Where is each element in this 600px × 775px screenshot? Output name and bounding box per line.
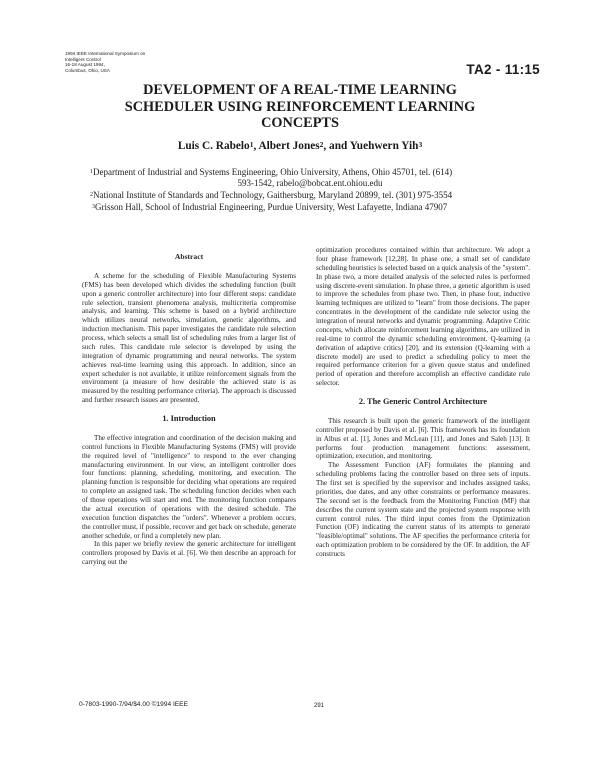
session-code: TA2 - 11:15 — [466, 62, 540, 77]
author-separator: , — [253, 140, 259, 152]
title-line: CONCEPTS — [261, 115, 339, 131]
title-line: DEVELOPMENT OF A REAL-TIME LEARNING — [143, 82, 457, 98]
author-mark: 2 — [319, 140, 324, 149]
author-list — [0, 140, 600, 152]
affiliation-3 — [92, 202, 552, 213]
author-name: Luis C. Rabelo — [177, 140, 250, 152]
paragraph: The Assessment Function (AF) formulates the planning and scheduling problems facing the controller based on three sets of inputs. The first set is specified by the supervisor and includes assigned tasks, priorities, due dates, and any other constraints or performance measures. The second set is the feedback from the Monitoring Function (MF) that describes the current system state and the projected system response with current control rules. The third input comes from the Optimization Function (OF) indicating the current status of its attempts to generate "feasible/optimal" solutions. The AF specifies the performance criteria for each optimization problem to be considered by the OF. In addition, the AF constructs — [316, 461, 530, 558]
affiliation-text: Department of Industrial and Systems Engineering, Ohio University, Athens, Ohio 45701, tel. (614) — [93, 167, 453, 177]
conference-info: 1994 IEEE International Symposium on Intelligent Control 16-18 August 1994, Columbus, Ohio, USA — [65, 51, 146, 73]
paragraph: optimization procedures contained within that architecture. We adopt a four phase framework [12,28]. In phase one, a small set of candidate scheduling heuristics is selected based on a quick analysis of the "system". In phase two, a more detailed analysis of the selected rules is performed using discrete-event simulation. In phase three, a genetic algorithm is used to improve the schedules from phase two. Then, in phase four, inductive learning techniques are utilized to "learn" from those decisions. The paper concentrates in the development of the candidate rule selector using the integration of neural networks and dynamic programming. Adaptive Critic concepts, which allocate reinforcement learning algorithms, are utilized in real-time to control the dynamic scheduling environment. Q-learning (a derivation of adaptive critics) [20], and its extension (Q-learning with a discrete model) are used to predict a scheduling policy to meet the required performance criterion for a given queue status and undefined period of operation and therefore accomplish an effective candidate rule selector. — [316, 246, 530, 388]
paper-title — [0, 82, 600, 132]
affiliation-text: 593-1542, rabelo@bobcat.ent.ohiou.edu — [237, 178, 383, 188]
author-mark: 3 — [418, 140, 423, 149]
section-1-heading: 1. Introduction — [162, 414, 216, 423]
abstract-heading: Abstract — [174, 252, 204, 261]
affiliation-mark: 1 — [90, 169, 93, 175]
author-name: Yuehwern Yih — [349, 140, 419, 152]
paragraph: In this paper we briefly review the generic architecture for intelligent controllers proposed by Davis et al. [6]. We then describe an approach for carrying out the — [82, 540, 296, 567]
abstract-text: A scheme for the scheduling of Flexible Manufacturing Systems (FMS) has been developed which divides the scheduling function (built upon a generic controller architecture) into four different steps: candidate rule selection, transient phenomena analysis, multicriteria compromise analysis, and learning. This scheme is based on a hybrid architecture which utilizes neural networks, simulation, genetic algorithms, and induction mechanism. This paper investigates the candidate rule selection process, which selects a small list of scheduling rules from a larger list of such rules. This candidate rule selector is developed by using the integration of dynamic programming and neural networks. The system achieves real-time learning using this approach. In addition, since an expert scheduler is not available, it utilize reinforcement signals from the environment (a measure of how desirable the achieved state is as measured by the resulting performance criteria). The approach is discussed and further research issues are presented. — [82, 271, 297, 405]
copyright-footer: 0-7803-1990-7/94/$4.00 ©1994 IEEE — [79, 701, 188, 708]
affiliation-1 — [90, 167, 530, 189]
title-line: SCHEDULER USING REINFORCEMENT LEARNING — [124, 98, 476, 115]
page-number: 291 — [314, 703, 325, 709]
affiliation-mark: 3 — [92, 204, 95, 210]
author-name: Albert Jones — [258, 140, 320, 152]
affiliation-text: Grisson Hall, School of Industrial Engineering, Purdue University, West Lafayette, Indiana 47907 — [95, 202, 448, 212]
paragraph: The effective integration and coordination of the decision making and control functions in Flexible Manufacturing Systems (FMS) will provide the required level of "intelligence" to respond to the ever changing manufacturing environment. In our view, an intelligent controller does four functions: planning, scheduling, monitoring, and execution. The planning function is responsible for deciding what operations are required to complete an assigned task. The scheduling function decides when each of those operations will start and end. The monitoring function compares the actual execution of operations with the desired schedule. The execution function dispatches the "orders". Whenever a problem occurs, the controller must, if possible, recover and get back on schedule, generate another schedule, or find a completely new plan. — [82, 433, 296, 540]
author-mark: 1 — [249, 140, 254, 149]
left-column — [82, 253, 296, 567]
affiliation-mark: 2 — [90, 192, 93, 198]
paragraph: This research is built upon the generic framework of the intelligent controller proposed by Davis et al. [6]. This framework has its foundation in Albus et al. [1], Jones and McLean [11], and Jones and Saleh [13]. It performs four production management functions: assessment, optimization, execution, and monitoring. — [316, 416, 530, 461]
affiliation-text: National Institute of Standards and Technology, Gaithersburg, Maryland 20899, tel. (301) 975-3554 — [93, 190, 453, 200]
section-2-heading: 2. The Generic Control Architecture — [358, 397, 488, 406]
right-column — [316, 246, 530, 559]
author-separator: , and — [323, 140, 350, 152]
affiliation-2 — [90, 190, 550, 201]
